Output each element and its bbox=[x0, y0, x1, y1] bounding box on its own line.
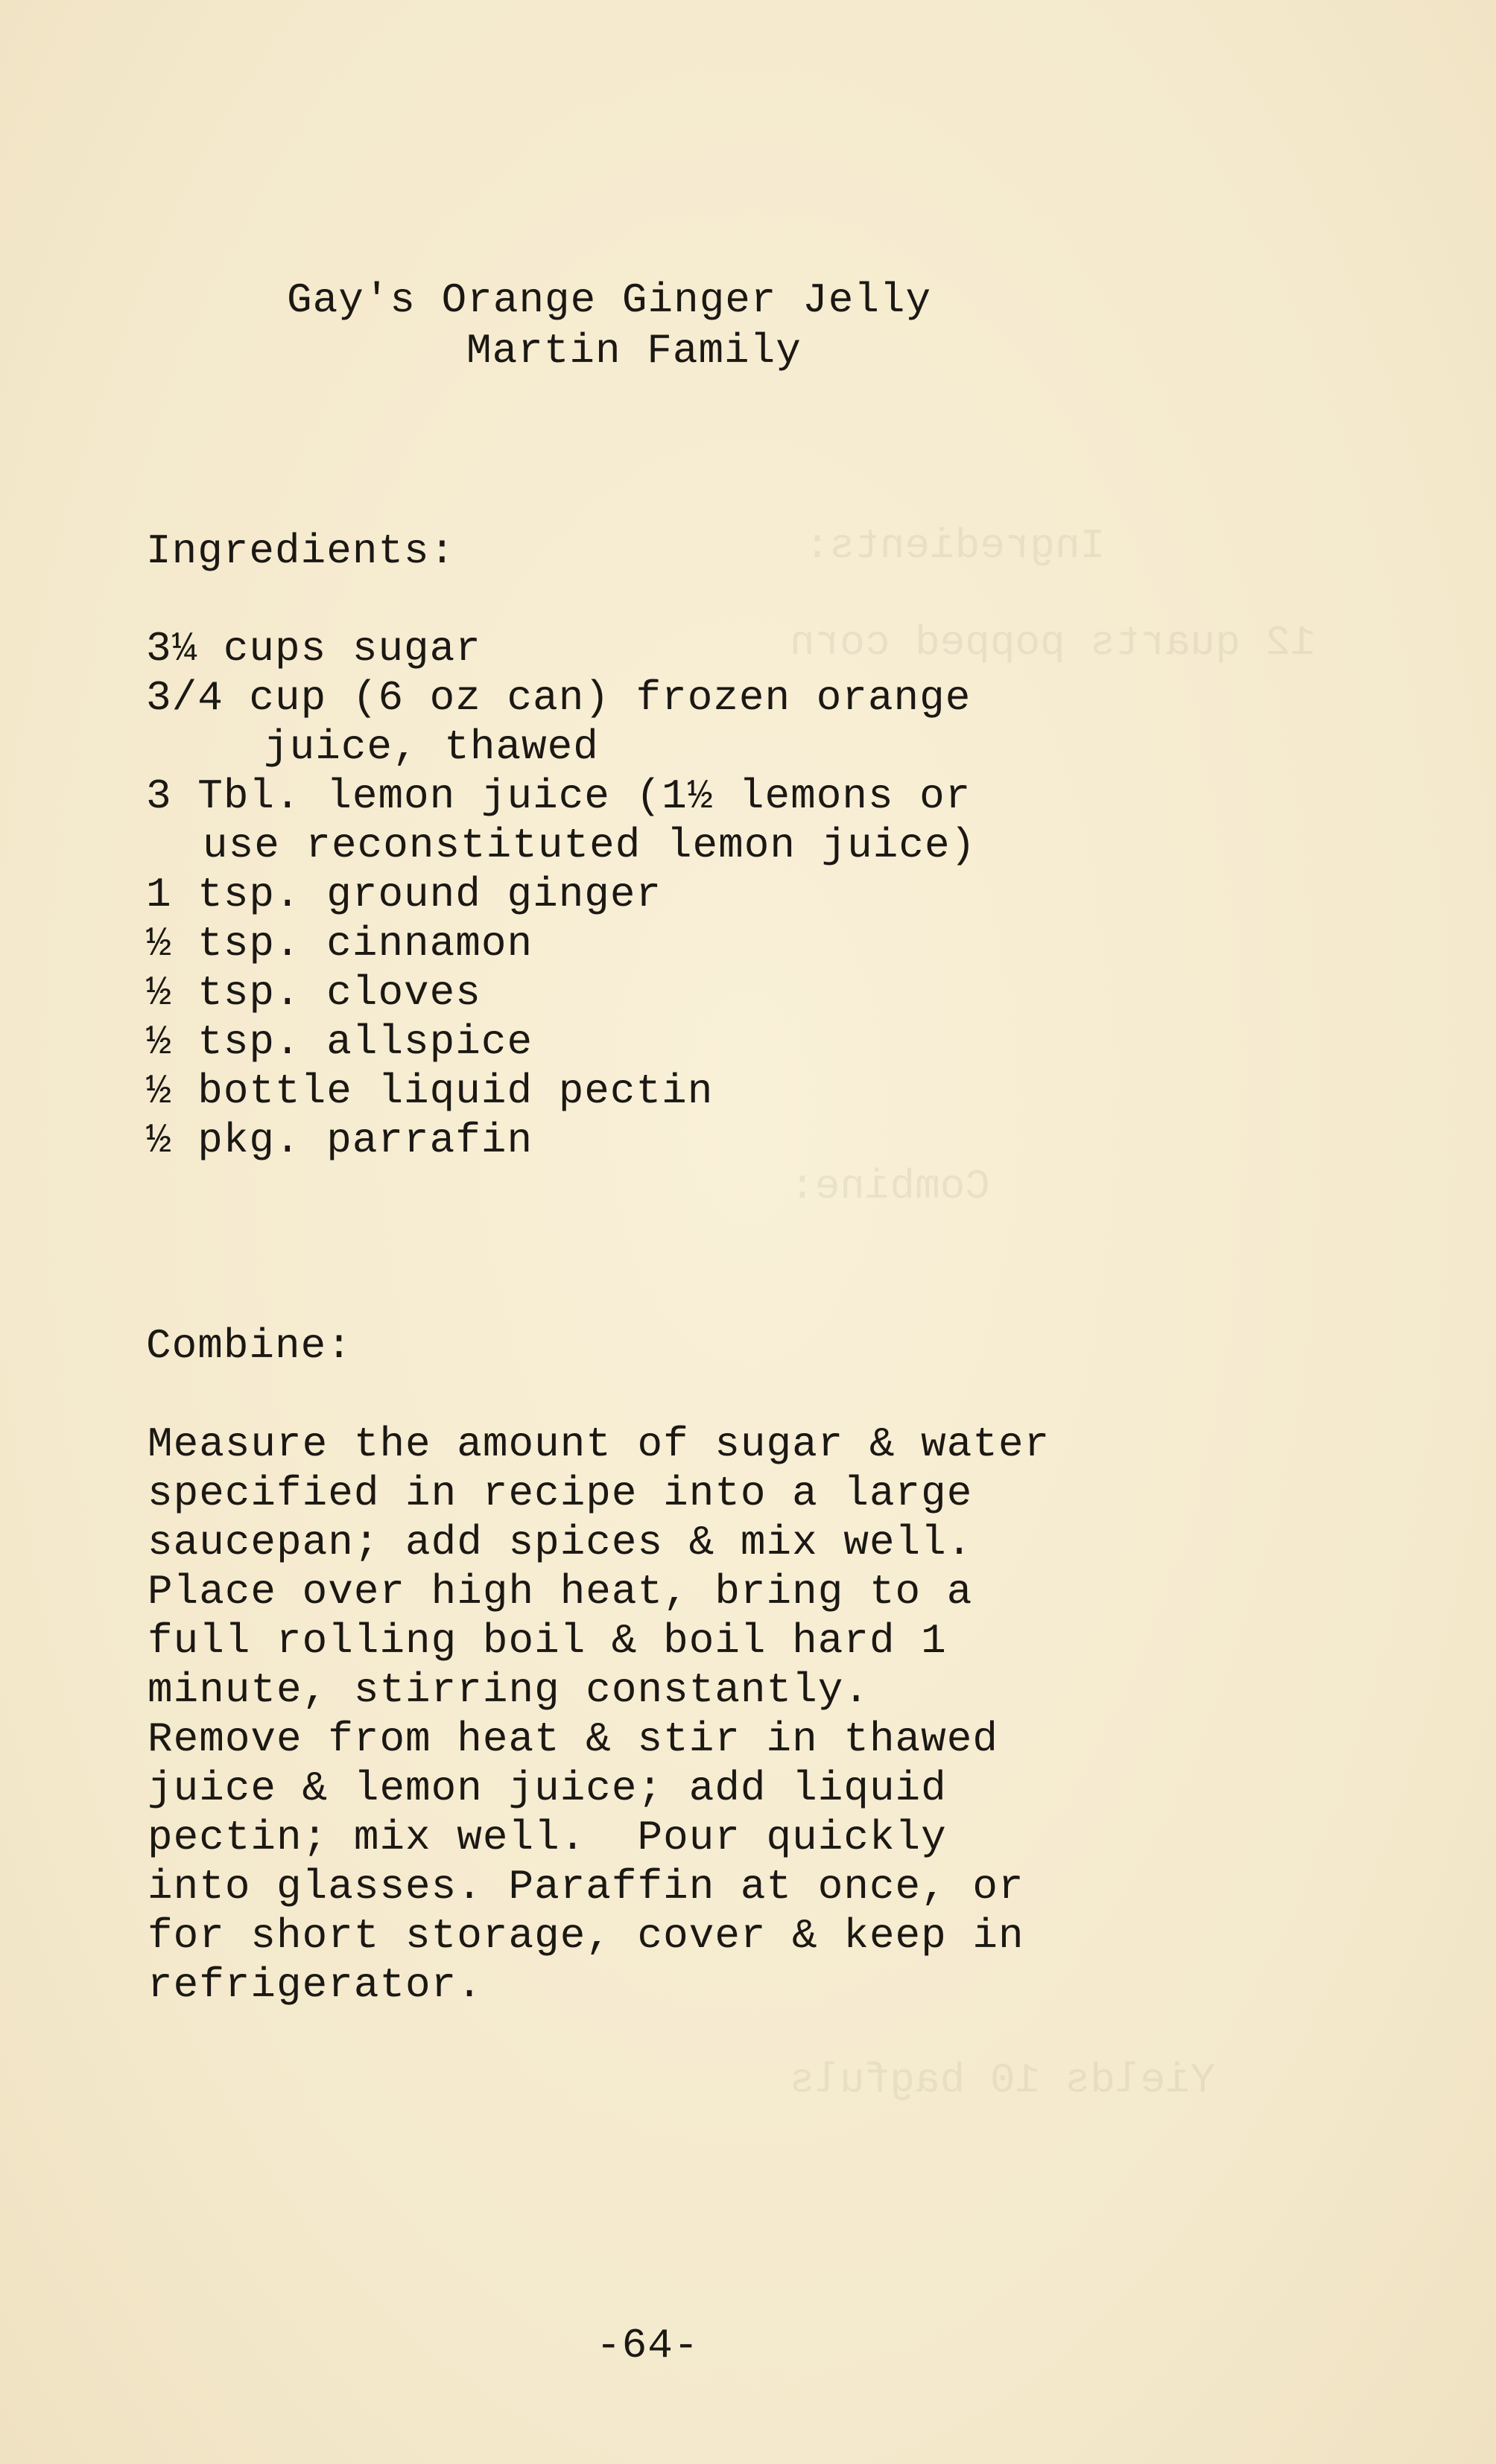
ingredient-item: ½ bottle liquid pectin bbox=[146, 1067, 714, 1115]
ingredient-item: juice, thawed bbox=[264, 723, 599, 771]
ingredient-item: 1 tsp. ground ginger bbox=[146, 871, 662, 918]
direction-line: for short storage, cover & keep in bbox=[148, 1912, 1024, 1960]
direction-line: into glasses. Paraffin at once, or bbox=[148, 1863, 1024, 1911]
show-through-text: Ingredients: bbox=[805, 522, 1106, 570]
ingredient-item: 3¼ cups sugar bbox=[146, 625, 481, 673]
recipe-title: Gay's Orange Ginger Jelly bbox=[287, 276, 932, 324]
direction-line: full rolling boil & boil hard 1 bbox=[148, 1617, 947, 1665]
direction-line: pectin; mix well. Pour quickly bbox=[148, 1814, 947, 1861]
direction-line: juice & lemon juice; add liquid bbox=[148, 1765, 947, 1812]
ingredient-item: ½ pkg. parrafin bbox=[146, 1117, 533, 1164]
direction-line: Remove from heat & stir in thawed bbox=[148, 1715, 998, 1763]
page-number: -64- bbox=[596, 2322, 700, 2369]
directions-heading: Combine: bbox=[146, 1322, 352, 1370]
show-through-text: 12 quarts popped corn bbox=[790, 619, 1316, 667]
ingredient-item: ½ tsp. allspice bbox=[146, 1018, 533, 1066]
ingredient-item: 3 Tbl. lemon juice (1½ lemons or bbox=[146, 772, 972, 820]
show-through-text: Yields 10 bagfuls bbox=[790, 2057, 1216, 2104]
ingredient-item: 3/4 cup (6 oz can) frozen orange bbox=[146, 674, 972, 722]
direction-line: Measure the amount of sugar & water bbox=[148, 1420, 1050, 1468]
direction-line: specified in recipe into a large bbox=[148, 1470, 973, 1517]
ingredient-item: ½ tsp. cloves bbox=[146, 969, 481, 1017]
ingredients-heading: Ingredients: bbox=[146, 527, 456, 575]
ingredient-item: use reconstituted lemon juice) bbox=[203, 822, 977, 869]
show-through-text: Combine: bbox=[790, 1163, 990, 1210]
recipe-source: Martin Family bbox=[466, 327, 802, 375]
direction-line: Place over high heat, bring to a bbox=[148, 1568, 973, 1616]
ingredient-item: ½ tsp. cinnamon bbox=[146, 920, 533, 968]
direction-line: saucepan; add spices & mix well. bbox=[148, 1519, 973, 1566]
direction-line: minute, stirring constantly. bbox=[148, 1666, 869, 1714]
direction-line: refrigerator. bbox=[148, 1961, 483, 2009]
